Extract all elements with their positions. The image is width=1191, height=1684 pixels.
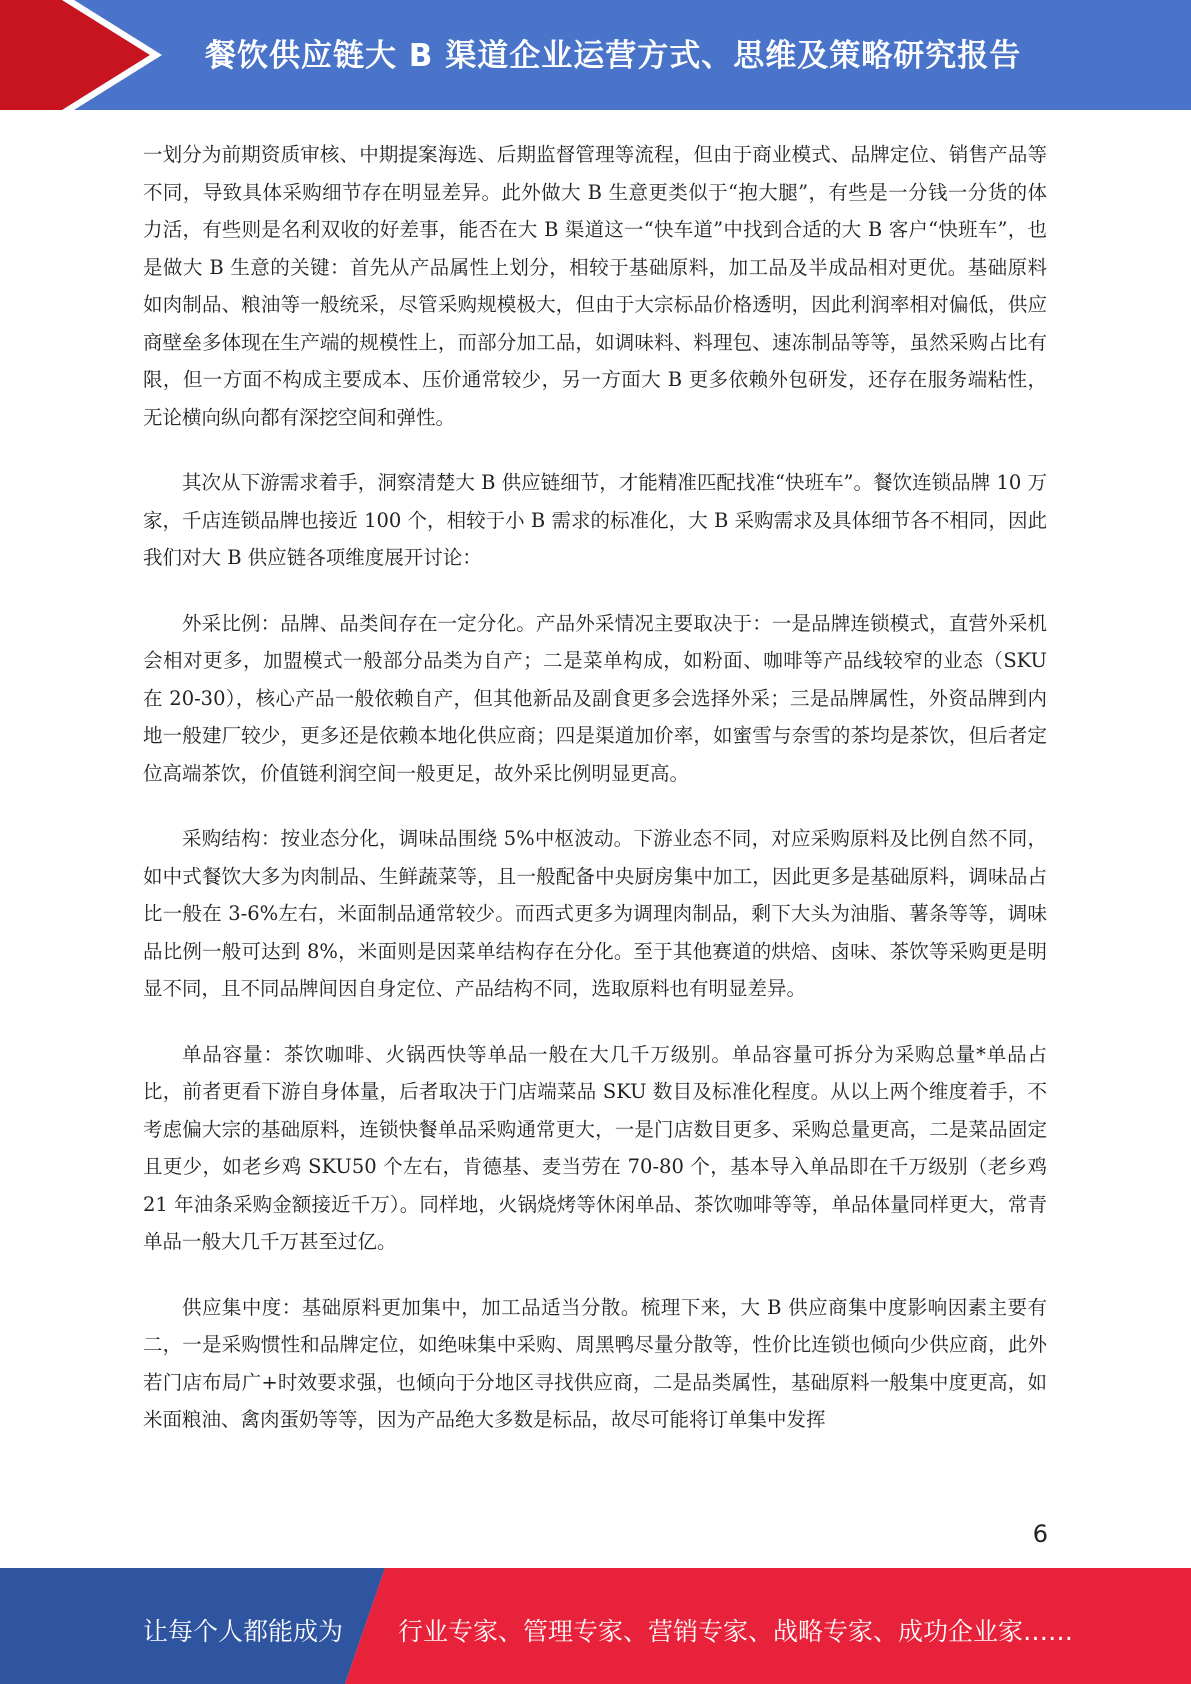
paragraph-6: 供应集中度：基础原料更加集中，加工品适当分散。梳理下来，大 B 供应商集中度影响因素主要有二，一是采购惯性和品牌定位，如绝味集中采购、周黑鸭尽量分散等，性价比连锁也倾向少供应商，此外若门店布局广+时效要求强，也倾向于分地区寻找供应商，二是品类属性，基础原料一般集中度更高，如米面粮油、禽肉蛋奶等等，因为产品绝大多数是标品，故尽可能将订单集中发挥 <box>143 1295 1047 1431</box>
report-body <box>143 136 1047 1467</box>
paragraph-5: 单品容量：茶饮咖啡、火锅西快等单品一般在大几千万级别。单品容量可拆分为采购总量*单品占比，前者更看下游自身体量，后者取决于门店端菜品 SKU 数目及标准化程度。从以上两个维度着手，不考虑偏大宗的基础原料，连锁快餐单品采购通常更大，一是门店数目更多、采购总量更高，二是菜品固定且更少，如老乡鸡 SKU50 个左右，肯德基、麦当劳在 70-80 个，基本导入单品即在千万级别（老乡鸡 21 年油条采购金额接近千万）。同样地，火锅烧烤等休闲单品、茶饮咖啡等等，单品体量同样更大，常青单品一般大几千万甚至过亿。 <box>143 1042 1047 1253</box>
page-footer <box>0 1568 1191 1684</box>
paragraph-2: 其次从下游需求着手，洞察清楚大 B 供应链细节，才能精准匹配找准“快班车”。餐饮连锁品牌 10 万家，千店连锁品牌也接近 100 个，相较于小 B 需求的标准化，大 B 采购需求及具体细节各不相同，因此我们对大 B 供应链各项维度展开讨论： <box>143 471 1047 569</box>
paragraph-4: 采购结构：按业态分化，调味品围绕 5%中枢波动。下游业态不同，对应采购原料及比例自然不同，如中式餐饮大多为肉制品、生鲜蔬菜等，且一般配备中央厨房集中加工，因此更多是基础原料，调味品占比一般在 3-6%左右，米面制品通常较少。而西式更多为调理肉制品，剩下大头为油脂、薯条等等，调味品比例一般可达到 8%，米面则是因菜单结构存在分化。至于其他赛道的烘焙、卤味、茶饮等采购更是明显不同，且不同品牌间因自身定位、产品结构不同，选取原料也有明显差异。 <box>143 827 1047 1000</box>
paragraph-3: 外采比例：品牌、品类间存在一定分化。产品外采情况主要取决于：一是品牌连锁模式，直营外采机会相对更多，加盟模式一般部分品类为自产；二是菜单构成，如粉面、咖啡等产品线较窄的业态（SKU 在 20-30），核心产品一般依赖自产，但其他新品及副食更多会选择外采；三是品牌属性，外资品牌到内地一般建厂较少，更多还是依赖本地化供应商；四是渠道加价率，如蜜雪与奈雪的茶均是茶饮，但后者定位高端茶饮，价值链利润空间一般更足，故外采比例明显更高。 <box>143 611 1047 785</box>
footer-slogan-left: 让每个人都能成为 <box>143 1617 344 1646</box>
footer-slogan-right: 行业专家、管理专家、营销专家、战略专家、成功企业家…… <box>398 1617 1074 1646</box>
report-title: 餐饮供应链大 B 渠道企业运营方式、思维及策略研究报告 <box>205 38 1022 74</box>
paragraph-1: 一划分为前期资质审核、中期提案海选、后期监督管理等流程，但由于商业模式、品牌定位、销售产品等不同，导致具体采购细节存在明显差异。此外做大 B 生意更类似于“抱大腿”，有些是一分钱一分货的体力活，有些则是名利双收的好差事，能否在大 B 渠道这一“快车道”中找到合适的大 B 客户“快班车”，也是做大 B 生意的关键：首先从产品属性上划分，相较于基础原料，加工品及半成品相对更优。基础原料如肉制品、粮油等一般统采，尽管采购规模极大，但由于大宗标品价格透明，因此利润率相对偏低，供应商壁垒多体现在生产端的规模性上，而部分加工品，如调味料、料理包、速冻制品等等，虽然采购占比有限，但一方面不构成主要成本、压价通常较少，另一方面大 B 更多依赖外包研发，还存在服务端粘性，无论横向纵向都有深挖空间和弹性。 <box>143 143 1047 429</box>
page-header <box>0 0 1191 110</box>
page-number: 6 <box>1032 1520 1048 1548</box>
